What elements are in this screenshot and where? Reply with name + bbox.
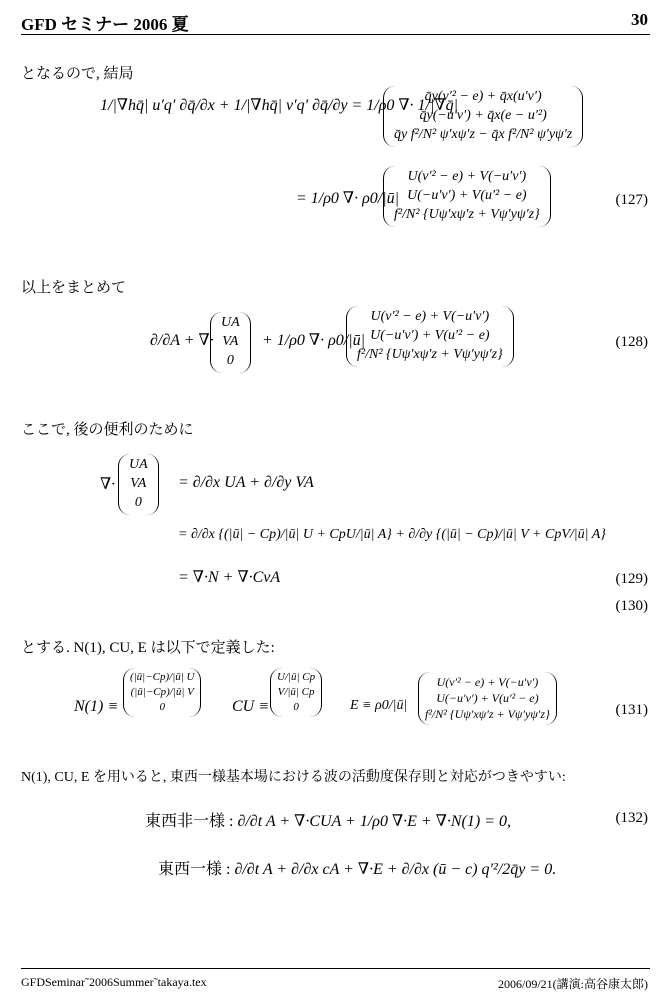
equation-number-130: (130) — [615, 598, 648, 614]
eq131-cu-vec-0: U/|ū| Cp — [277, 671, 316, 683]
eq131-n-vector — [123, 668, 201, 717]
eq132-expr-uniform: ∂/∂t A + ∂/∂x cA + ∇·E + ∂/∂x (ū − c) q′²/2q̄y = 0. — [234, 861, 557, 878]
eq129-vec-2: 0 — [134, 494, 142, 510]
paragraph-4: とする. N(1), CU, E は以下で定義した: — [21, 640, 275, 656]
eq128-vec-2: 0 — [226, 352, 234, 368]
equation-128 — [150, 330, 214, 350]
eq131-cu-def: CU ≡ — [232, 698, 270, 715]
eq127a-matrix — [383, 86, 583, 147]
eq129-vec-1: VA — [130, 475, 147, 491]
equation-number-128: (128) — [615, 334, 648, 350]
equation-number-131: (131) — [615, 702, 648, 718]
eq131-e-row1: U(v′² − e) + V(−u′v′) — [436, 675, 539, 689]
paragraph-5: N(1), CU, E を用いると, 東西一様基本場における波の活動度保存則と対応がつきやすい: — [21, 770, 566, 785]
footer-rule — [21, 968, 650, 969]
equation-number-132: (132) — [615, 810, 648, 826]
eq127a-lhs1: 1/|∇hq̄| u′q′ ∂q̄/∂x — [100, 97, 215, 114]
eq127a-lhs2: 1/|∇hq̄| v′q′ ∂q̄/∂y — [233, 97, 348, 114]
eq129-vec-0: UA — [129, 457, 148, 472]
eq131-e-matrix — [418, 672, 557, 725]
paragraph-1: となるので, 結局 — [21, 66, 134, 82]
eq132-label-nonuniform: 東西非一様 : — [145, 813, 234, 830]
eq128-rhs: + 1/ρ0 ∇· ρ0/|ū| — [262, 332, 366, 349]
header-rule — [21, 34, 650, 35]
eq131-e-row2: U(−u′v′) + V(u′² − e) — [436, 691, 539, 706]
equation-number-129: (129) — [615, 571, 648, 587]
eq127a-rhs: = 1/ρ0 ∇· 1/|∇q̄| — [351, 97, 458, 114]
eq131-n-vec-2: 0 — [159, 700, 165, 713]
document-header-title: GFD セミナー 2006 夏 — [21, 15, 189, 34]
eq131-cu-vec-2: 0 — [293, 700, 299, 713]
eq129-lhs: ∇· — [100, 476, 116, 493]
eq131-e-def: E ≡ ρ0/|ū| — [350, 698, 408, 713]
eq127b-row3: f²/N² {Uψ′xψ′z + Vψ′yψ′z} — [394, 206, 540, 222]
paragraph-2: 以上をまとめて — [21, 280, 127, 296]
eq127b-row2: U(−u′v′) + V(u′² − e) — [407, 187, 527, 203]
footer-filename: GFDSeminar˜2006Summer˜takaya.tex — [21, 975, 207, 989]
eq131-n-def: N(1) ≡ — [74, 698, 119, 715]
page-number: 30 — [631, 10, 648, 29]
eq128-matrix — [346, 306, 514, 367]
eq127a-row3: q̄y f²/N² ψ′xψ′z − q̄x f²/N² ψ′yψ′z — [394, 126, 573, 142]
eq127b-row1: U(v′² − e) + V(−u′v′) — [407, 169, 527, 184]
eq131-e-row3: f²/N² {Uψ′xψ′z + Vψ′yψ′z} — [425, 707, 550, 722]
eq128-row3: f²/N² {Uψ′xψ′z + Vψ′yψ′z} — [357, 346, 503, 362]
eq127a-row2: q̄y(−u′v′) + q̄x(e − u′²) — [419, 107, 547, 123]
paragraph-3: ここで, 後の便利のために — [21, 422, 194, 438]
eq128-vector — [210, 312, 251, 373]
eq127b-rhs: = 1/ρ0 ∇· ρ0/|ū| — [296, 190, 400, 207]
eq128-lhs: ∂/∂A + ∇· — [150, 332, 214, 349]
equation-127a: 1/|∇hq̄| u′q′ ∂q̄/∂x + 1/|∇hq̄| v′q′ ∂q̄/∂y = 1/ρ0 ∇· 1/|∇q̄| — [100, 97, 458, 114]
eq131-n-vec-1: (|ū|−Cp)/|ū| V — [130, 685, 194, 698]
eq132-label-uniform: 東西一様 : — [158, 861, 231, 878]
eq131-n-vec-0: (|ū|−Cp)/|ū| U — [130, 671, 195, 683]
equation-number-127: (127) — [615, 192, 648, 208]
eq132-expr-nonuniform: ∂/∂t A + ∇·CUA + 1/ρ0 ∇·E + ∇·N(1) = 0, — [237, 813, 511, 830]
eq129-vector — [118, 454, 159, 515]
eq127b-matrix — [383, 166, 551, 227]
eq129-line3: = ∇·N + ∇·CvA — [178, 569, 281, 586]
eq128-row2: U(−u′v′) + V(u′² − e) — [370, 327, 490, 343]
eq131-cu-vec-1: V/|ū| Cp — [277, 685, 315, 698]
footer-date-speaker: 2006/09/21(講演:高谷康太郎) — [498, 977, 648, 991]
eq129-line1: = ∂/∂x UA + ∂/∂y VA — [178, 474, 314, 491]
eq128-vec-1: VA — [222, 333, 239, 349]
eq131-cu-vector — [270, 668, 322, 717]
eq128-vec-0: UA — [221, 315, 240, 330]
eq127a-row1: q̄y(v′² − e) + q̄x(u′v′) — [424, 89, 542, 104]
eq129-line2: = ∂/∂x {(|ū| − Cp)/|ū| U + CpU/|ū| A} + ∂/∂y {(|ū| − Cp)/|ū| V + CpV/|ū| A} — [178, 527, 606, 542]
eq128-row1: U(v′² − e) + V(−u′v′) — [370, 309, 490, 324]
